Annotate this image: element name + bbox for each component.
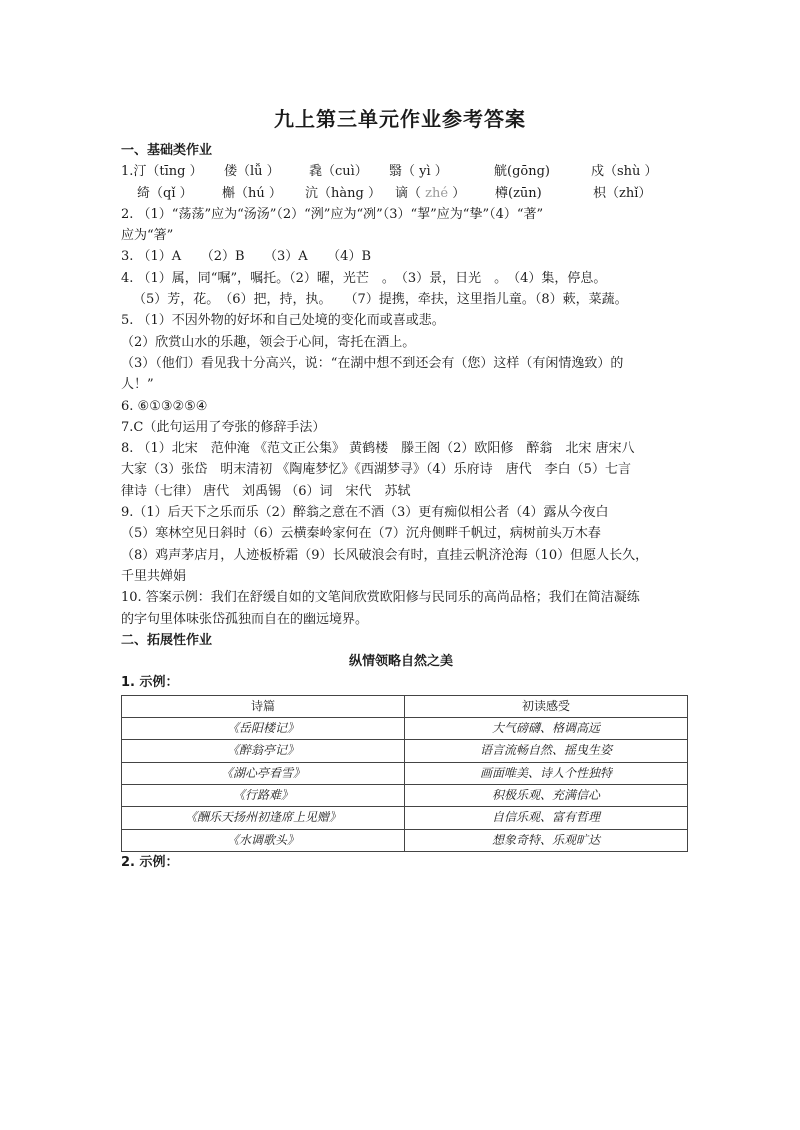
q1-item: 戍（shù ）	[591, 164, 658, 180]
answer-content	[121, 140, 691, 873]
table-header: 初读感受	[405, 695, 688, 717]
poem-title: 《水调歌头》	[122, 829, 405, 851]
poem-impression: 想象奇特、乐观旷达	[405, 829, 688, 851]
item1-label: 1. 示例：	[121, 675, 179, 691]
q5-line: （2）欣赏山水的乐趣，领会于心间，寄托在酒上。	[121, 334, 416, 350]
q8-line: 8. （1）北宋 范仲淹 《范文正公集》 黄鹤楼 滕王阁（2）欧阳修 醉翁 北宋 唐宋八	[121, 441, 635, 457]
q1-item: 觥(gōng)	[494, 164, 550, 180]
poem-impression: 画面唯美、诗人个性独特	[405, 762, 688, 784]
poem-title: 《醉翁亭记》	[122, 740, 405, 762]
poems-table	[121, 695, 688, 852]
q2-line: 2. （1）“荡荡”应为“汤汤”（2）“洌”应为“冽”（3）“挈”应为“挚”（4）“著”	[121, 206, 544, 222]
q1-row1	[121, 161, 691, 182]
section2-heading: 二、拓展性作业	[121, 632, 213, 648]
q3-line: 3. （1）A （2）B （3）A （4）B	[121, 249, 372, 265]
poem-impression: 积极乐观、充满信心	[405, 784, 688, 806]
q9-line: （8）鸡声茅店月，人迹板桥霜（9）长风破浪会有时，直挂云帆济沧海（10）但愿人长久，	[121, 547, 649, 563]
q1-item: 谪（ zhé ）	[395, 185, 466, 201]
q10-line: 10. 答案示例：我们在舒缓自如的文笔间欣赏欧阳修与民同乐的高尚品格；我们在简洁凝练	[121, 590, 640, 606]
section2-subtitle: 纵情领略自然之美	[348, 654, 453, 670]
q9-line: （5）寒林空见日斜时（6）云横秦岭家何在（7）沉舟侧畔千帆过，病树前头万木春	[121, 526, 601, 542]
poem-title: 《湖心亭看雪》	[122, 762, 405, 784]
q9-line: 千里共婵娟	[121, 568, 187, 584]
q5-line: 人！”	[121, 377, 154, 393]
item2-label: 2. 示例：	[121, 854, 179, 870]
q1-item: 翳（ yì ）	[389, 164, 448, 180]
q1-item: 沆（hàng ）	[305, 185, 381, 201]
q7-line: 7.C（此句运用了夸张的修辞手法）	[121, 419, 326, 435]
document-title: 九上第三单元作业参考答案	[274, 107, 526, 131]
poem-impression: 语言流畅自然、摇曳生姿	[405, 740, 688, 762]
q6-line: 6. ⑥①③②⑤④	[121, 398, 208, 414]
q8-line: 大家（3）张岱 明末清初 《陶庵梦忆》《西湖梦寻》（4）乐府诗 唐代 李白（5）七言	[121, 462, 631, 478]
q1-row2	[121, 183, 691, 204]
table-row	[122, 718, 688, 740]
section1-heading: 一、基础类作业	[121, 143, 213, 158]
table-row	[122, 784, 688, 806]
q1-item: 枳（zhǐ）	[593, 185, 652, 201]
q1-item: 1.汀（tīng ）	[121, 164, 203, 180]
q1-item: 槲（hú ）	[222, 185, 282, 201]
q10-line: 的字句里体味张岱孤独而自在的幽远境界。	[121, 611, 369, 627]
poem-title: 《酬乐天扬州初逢席上见赠》	[122, 807, 405, 829]
q8-line: 律诗（七律） 唐代 刘禹锡 （6）词 宋代 苏轼	[121, 483, 411, 499]
poem-title: 《岳阳楼记》	[122, 718, 405, 740]
table-header-row	[122, 695, 688, 717]
q1-item: 毳（cuì）	[309, 164, 368, 180]
q1-item: 偻（lǚ ）	[224, 164, 280, 180]
q4-line: 4. （1）属，同“嘱”，嘱托。（2）曜，光芒 。 （3）景，日光 。 （4）集，停息。	[121, 270, 607, 286]
poem-impression: 大气磅礴、格调高远	[405, 718, 688, 740]
table-header: 诗篇	[122, 695, 405, 717]
table-row	[122, 762, 688, 784]
q1-item: 绮（qǐ ）	[137, 185, 193, 201]
q5-line: （3）（他们）看见我十分高兴，说：“在湖中想不到还会有（您）这样（有闲情逸致）的	[121, 355, 624, 371]
q2-line: 应为“箸”	[121, 228, 174, 244]
table-row	[122, 807, 688, 829]
q5-line: 5. （1）不因外物的好坏和自己处境的变化而或喜或悲。	[121, 313, 445, 329]
q1-item: 樽(zūn)	[495, 185, 542, 201]
q4-line: （5）芳，花。 （6）把，持，执。 （7）提携，牵扶，这里指儿童。（8）蔌，菜蔬。	[133, 292, 628, 308]
poem-title: 《行路难》	[122, 784, 405, 806]
q9-line: 9.（1）后天下之乐而乐（2）醉翁之意在不酒（3）更有痴似相公者（4）露从今夜白	[121, 505, 609, 521]
table-row	[122, 829, 688, 851]
poem-impression: 自信乐观、富有哲理	[405, 807, 688, 829]
table-row	[122, 740, 688, 762]
